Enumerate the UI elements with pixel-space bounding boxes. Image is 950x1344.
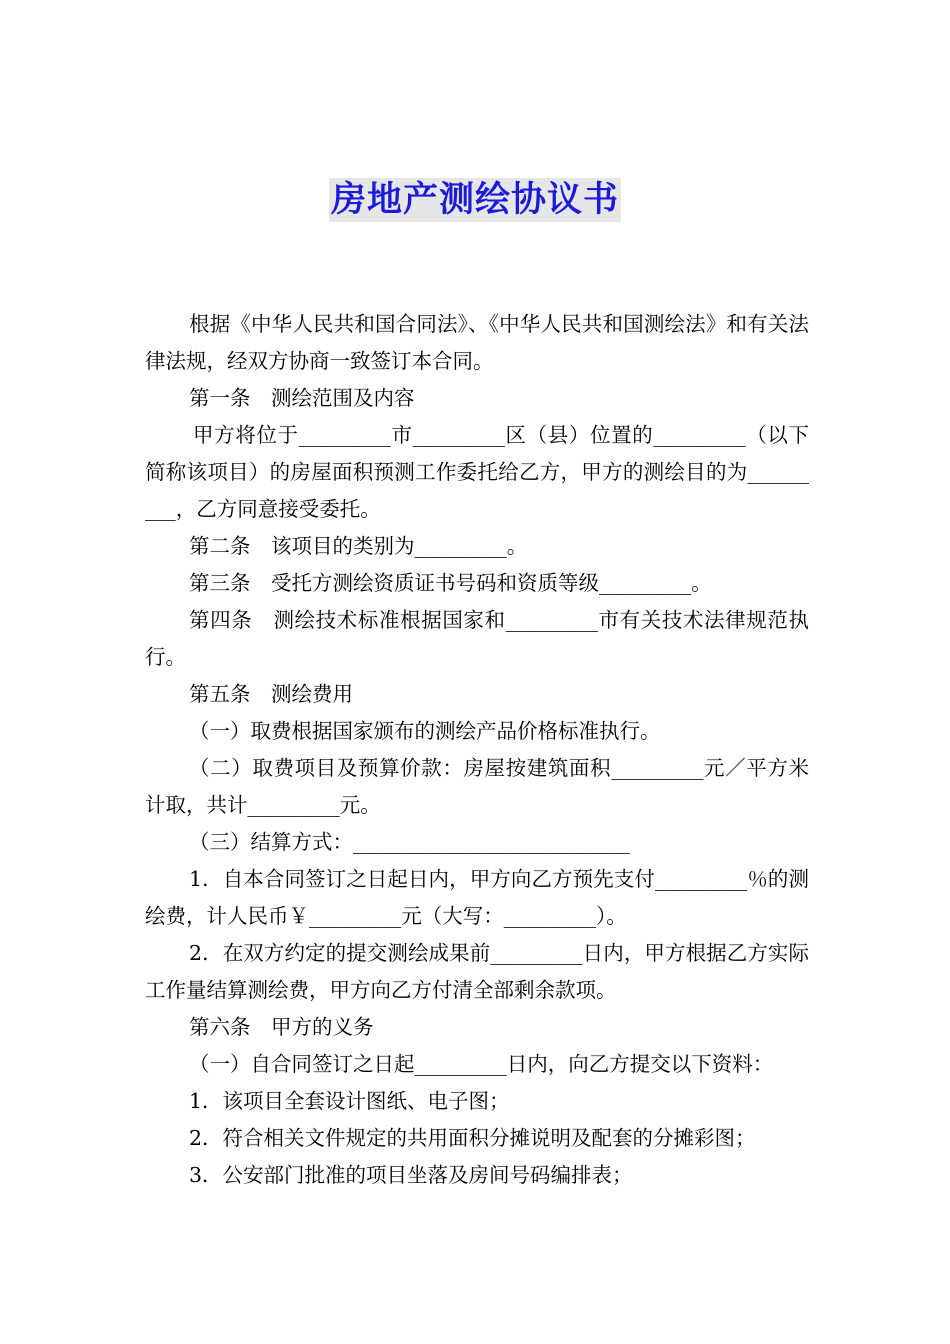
payment-clause-2: 2．在双方约定的提交测绘成果前_________日内，甲方根据乙方实际工作量结算测绘费，甲方向乙方付清全部剩余款项。 bbox=[145, 941, 809, 1002]
preamble-paragraph: 根据《中华人民共和国合同法》、《中华人民共和国测绘法》和有关法律法规，经双方协商一致签订本合同。 bbox=[145, 312, 809, 373]
article-5-item-1: （一）取费根据国家颁布的测绘产品价格标准执行。 bbox=[189, 719, 661, 743]
article-5-heading: 第五条 测绘费用 bbox=[189, 682, 353, 706]
article-1-heading: 第一条 测绘范围及内容 bbox=[189, 386, 415, 410]
article-6-item-1: （一）自合同签订之日起_________日内，向乙方提交以下资料： bbox=[189, 1052, 774, 1076]
document-title: 房地产测绘协议书 bbox=[330, 180, 619, 220]
document-body bbox=[145, 306, 809, 1194]
title-container bbox=[0, 178, 950, 222]
material-item-1: 1．该项目全套设计图纸、电子图； bbox=[189, 1089, 510, 1113]
article-1-content: 甲方将位于_________市_________区（县）位置的_________（以下简称该项目）的房屋面积预测工作委托给乙方，甲方的测绘目的为_________，乙方同意接受委托。 bbox=[145, 423, 809, 521]
article-5-item-3: （三）结算方式：___________________________ bbox=[189, 830, 630, 854]
article-4: 第四条 测绘技术标准根据国家和_________市有关技术法律规范执行。 bbox=[145, 608, 809, 669]
article-2: 第二条 该项目的类别为_________。 bbox=[189, 534, 528, 558]
payment-clause-1: 1．自本合同签订之日起日内，甲方向乙方预先支付_________％的测绘费，计人民币￥_________元（大写：_________）。 bbox=[145, 867, 809, 928]
article-6-heading: 第六条 甲方的义务 bbox=[189, 1015, 374, 1039]
material-item-2: 2．符合相关文件规定的共用面积分摊说明及配套的分摊彩图； bbox=[189, 1126, 756, 1150]
article-3: 第三条 受托方测绘资质证书号码和资质等级_________。 bbox=[189, 571, 712, 595]
material-item-3: 3．公安部门批准的项目坐落及房间号码编排表； bbox=[189, 1163, 633, 1187]
article-5-item-2: （二）取费项目及预算价款：房屋按建筑面积_________元／平方米计取，共计_________元。 bbox=[145, 756, 809, 817]
